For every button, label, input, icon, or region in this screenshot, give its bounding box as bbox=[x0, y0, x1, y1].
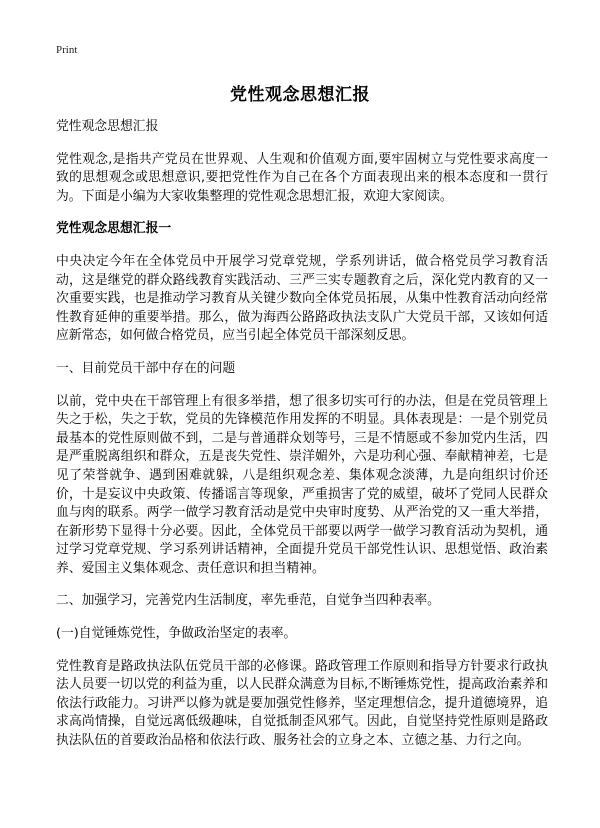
heading-2: 二、加强学习，完善党内生活制度，率先垂范，自觉争当四种表率。 bbox=[56, 593, 440, 609]
heading-3: (一)自觉锤炼党性，争做政治坚定的表率。 bbox=[56, 626, 297, 642]
spacer bbox=[56, 346, 548, 360]
paragraph-3: 党性教育是路政执法队伍党员干部的必修课。路政管理工作原则和指导方针要求行政执法人员要一切以党的利益为重，以人民群众满意为目标,不断锤炼党性，提高政治素养和依法行政能力。习讲严以修为就是要加强党性修养，坚定理想信念，提升道德境界，追求高尚情操，自觉远离低级趣味，自觉抵制歪风邪气。因此，自觉坚持党性原则是路政执法队伍的首要政治品格和依法行政、服务社会的立身之本、立德之基、力行之向。 bbox=[56, 658, 548, 749]
paragraph-1: 中央决定今年在全体党员中开展学习党章党规，学系列讲话，做合格党员学习教育活动，这是继党的群众路线教育实践活动、三严三实专题教育之后，深化党内教育的又一次重要实践，也是推动学习教育从关键少数向全体党员拓展，从集中性教育活动向经常性教育延伸的重要举措。那么，做为海西公路路政执法支队广大党员干部，又该如何适应新常态，如何做合格党员，应当引起全体党员干部深刻反思。 bbox=[56, 253, 548, 344]
paragraph-2: 以前，党中央在干部管理上有很多举措，想了很多切实可行的办法，但是在党员管理上失之于松，失之于软，党员的先锋模范作用发挥的不明显。具体表现是：一是个别党员最基本的党性原则做不到，二是与普通群众划等号，三是不情愿或不参加党内生活，四是严重脱离组织和群众，五是丧失党性、崇洋媚外，六是功利心强、奉献精神差，七是见了荣誉就争、遇到困难就躲，八是组织观念差、集体观念淡薄，九是向组织讨价还价，十是妄议中央政策、传播谣言等现象，严重损害了党的威望，破坏了党同人民群众血与肉的联系。两学一做学习教育活动是党中央审时度势、从严治党的又一重大举措，在新形势下显得十分必要。因此，全体党员干部要以两学一做学习教育活动为契机，通过学习党章党规、学习系列讲话精神，全面提升党员干部党性认识、思想觉悟、政治素养、爱国主义集体观念、责任意识和担当精神。 bbox=[56, 393, 548, 576]
print-link[interactable]: Print bbox=[56, 44, 78, 56]
heading-1: 一、目前党员干部中存在的问题 bbox=[56, 360, 236, 376]
spacer bbox=[56, 578, 548, 592]
spacer bbox=[56, 206, 548, 220]
page-title: 党性观念思想汇报 bbox=[230, 85, 370, 105]
article-subtitle: 党性观念思想汇报 bbox=[56, 119, 159, 134]
intro-paragraph: 党性观念,是指共产党员在世界观、人生观和价值观方面,要牢固树立与党性要求高度一致的思想观念或思想意识,要把党性作为自己在各个方面表现出来的根本态度和一贯行为。下面是小编为大家收集整理的党性观念思想汇报，欢迎大家阅读。 bbox=[56, 151, 548, 204]
spacer bbox=[56, 644, 548, 658]
spacer bbox=[56, 611, 548, 625]
spacer bbox=[56, 137, 548, 151]
article-body bbox=[56, 118, 548, 751]
section-heading: 党性观念思想汇报一 bbox=[56, 221, 172, 237]
spacer bbox=[56, 379, 548, 393]
spacer bbox=[56, 239, 548, 253]
